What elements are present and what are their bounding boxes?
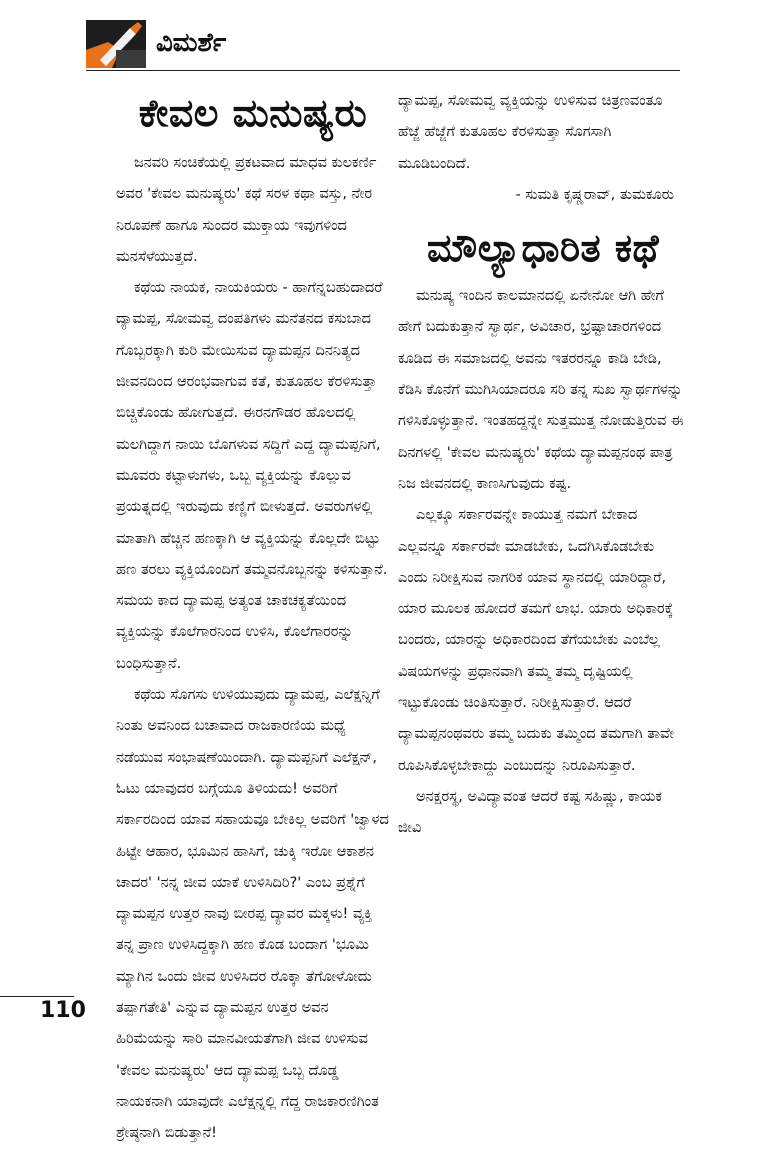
left-column [116,86,390,1150]
header-divider [86,70,680,71]
article-paragraph: ಕಥೆಯ ನಾಯಕ, ನಾಯಕಿಯರು - ಹಾಗೆನ್ನಬಹುದಾದರೆ ದ್ಯಾಮಪ್ಪ, ಸೋಮವ್ವ ದಂಪತಿಗಳು ಮನೆತನದ ಕಸುಬಾದ ಗೊಬ್ಬರಕ್ಕಾಗಿ ಕುರಿ ಮೇಯಿಸುವ ದ್ಯಾಮಪ್ಪನ ದಿನನಿತ್ಯದ ಜೀವನದಿಂದ ಆರಂಭವಾಗುವ ಕತೆ, ಕುತೂಹಲ ಕೆರಳಿಸುತ್ತಾ ಬಿಚ್ಚಿಕೊಂಡು ಹೋಗುತ್ತದೆ. ಈರನಗೌಡರ ಹೊಲದಲ್ಲಿ ಮಲಗಿದ್ದಾಗ ನಾಯಿ ಬೊಗಳುವ ಸದ್ದಿಗೆ ಎದ್ದ ದ್ಯಾಮಪ್ಪನಿಗೆ, ಮೂವರು ಕಟ್ಟಾಳುಗಳು, ಒಬ್ಬ ವ್ಯಕ್ತಿಯನ್ನು ಕೊಲ್ಲುವ ಪ್ರಯತ್ನದಲ್ಲಿ ಇರುವುದು ಕಣ್ಣಿಗೆ ಬೀಳುತ್ತದೆ. ಅವರುಗಳಲ್ಲಿ ಮಾತಾಗಿ ಹೆಚ್ಚಿನ ಹಣಕ್ಕಾಗಿ ಆ ವ್ಯಕ್ತಿಯನ್ನು ಕೊಲ್ಲದೇ ಬಿಟ್ಟು ಹಣ ತರಲು ವ್ಯಕ್ತಿಯೊಂದಿಗೆ ತಮ್ಮವನೊಬ್ಬನನ್ನು ಕಳಿಸುತ್ತಾನೆ. ಸಮಯ ಕಾದ ದ್ಯಾಮಪ್ಪ ಅತ್ಯಂತ ಚಾಕಚಕ್ಯತೆಯಿಂದ ವ್ಯಕ್ತಿಯನ್ನು ಕೊಲೆಗಾರನಿಂದ ಉಳಿಸಿ, ಕೊಲೆಗಾರರನ್ನು ಬಂಧಿಸುತ್ತಾನೆ. [116,280,388,672]
article-paragraph-continued: ದ್ಯಾಮಪ್ಪ, ಸೋಮವ್ವ ವ್ಯಕ್ತಿಯನ್ನು ಉಳಿಸುವ ಚಿತ್ರಣವಂತೂ ಹೆಜ್ಜೆ ಹೆಜ್ಜೆಗೆ ಕುತೂಹಲ ಕೆರಳಿಸುತ್ತಾ ಸೊಗಸಾಗಿ ಮೂಡಿಬಂದಿದೆ. [398,93,663,172]
right-column [398,86,688,845]
article-paragraph: ಮನುಷ್ಯ ಇಂದಿನ ಕಾಲಮಾನದಲ್ಲಿ ಏನೇನೋ ಆಗಿ ಹೇಗೆ ಹೇಗೆ ಬದುಕುತ್ತಾನೆ ಸ್ವಾರ್ಥ, ಅವಿಚಾರ, ಭ್ರಷ್ಟಾಚಾರಗಳಿಂದ ಕೂಡಿದ ಈ ಸಮಾಜದಲ್ಲಿ ಅವನು ಇತರರನ್ನೂ ಕಾಡಿ ಬೇಡಿ, ಕೆಡಿಸಿ ಕೊನೆಗೆ ಮುಗಿಸಿಯಾದರೂ ಸರಿ ತನ್ನ ಸುಖ ಸ್ವಾರ್ಥಗಳನ್ನು ಗಳಿಸಿಕೊಳ್ಳುತ್ತಾನೆ. ಇಂತಹದ್ದನ್ನೇ ಸುತ್ತಮುತ್ತ ನೋಡುತ್ತಿರುವ ಈ ದಿನಗಳಲ್ಲಿ 'ಕೇವಲ ಮನುಷ್ಯರು' ಕಥೆಯ ದ್ಯಾಮಪ್ಪನಂಥ ಪಾತ್ರ ನಿಜ ಜೀವನದಲ್ಲಿ ಕಾಣಸಿಗುವುದು ಕಷ್ಟ. [398,288,684,492]
byline: - ಸುಮತಿ ಕೃಷ್ಣರಾವ್, ತುಮಕೂರು [515,186,674,203]
article-title: ಕೇವಲ ಮನುಷ್ಯರು [138,91,368,135]
article-paragraph: ಕಥೆಯ ಸೊಗಸು ಉಳಿಯುವುದು ದ್ಯಾಮಪ್ಪ, ಎಲೆಕ್ಷನ್ನಿಗೆ ನಿಂತು ಅವನಿಂದ ಬಚಾವಾದ ರಾಜಕಾರಣಿಯ ಮಧ್ಯೆ ನಡೆಯುವ ಸಂಭಾಷಣೆಯಿಂದಾಗಿ. ದ್ಯಾಮಪ್ಪನಿಗೆ ಎಲೆಕ್ಷನ್, ಓಟು ಯಾವುದರ ಬಗ್ಗೆಯೂ ತಿಳಿಯದು! ಅವರಿಗೆ ಸರ್ಕಾರದಿಂದ ಯಾವ ಸಹಾಯವೂ ಬೇಕಿಲ್ಲ ಅವರಿಗೆ 'ಜ್ವಾಳದ ಹಿಟ್ಟೇ ಆಹಾರ, ಭೂಮಿನ ಹಾಸಿಗೆ, ಚುಕ್ಕಿ ಇರೋ ಆಕಾಶನ ಚಾದರ' 'ನನ್ನ ಜೀವ ಯಾಕೆ ಉಳಿಸಿದಿರಿ?' ಎಂಬ ಪ್ರಶ್ನೆಗೆ ದ್ಯಾಮಪ್ಪನ ಉತ್ತರ ನಾವು ಬೀರಪ್ಪ ದ್ಯಾವರ ಮಕ್ಕಳು! ವ್ಯಕ್ತಿ ತನ್ನ ಪ್ರಾಣ ಉಳಿಸಿದ್ದಕ್ಕಾಗಿ ಹಣ ಕೊಡ ಬಂದಾಗ 'ಭೂಮಿ ಮ್ಯಾಗಿನ ಒಂದು ಜೀವ ಉಳಿಸಿದರ ರೊಕ್ಕಾ ತೆಗೋಳೋದು ತಪ್ಪಾಗತೇತಿ' ಎನ್ನುವ ದ್ಯಾಮಪ್ಪನ ಉತ್ತರ ಅವನ ಹಿರಿಮೆಯನ್ನು ಸಾರಿ ಮಾನವೀಯತೆಗಾಗಿ ಜೀವ ಉಳಿಸುವ 'ಕೇವಲ ಮನುಷ್ಯರು' ಆದ ದ್ಯಾಮಪ್ಪ ಒಬ್ಬ ದೊಡ್ಡ ನಾಯಕನಾಗಿ ಯಾವುದೇ ಎಲೆಕ್ಷನ್ನಲ್ಲಿ ಗೆದ್ದ ರಾಜಕಾರಣಿಗಿಂತ ಶ್ರೇಷ್ಠನಾಗಿ ಬಿಡುತ್ತಾನೆ! [116,687,389,1142]
article-title: ಮೌಲ್ಯಾಧಾರಿತ ಕಥೆ [426,226,660,271]
article-paragraph: ಅನಕ್ಷರಸ್ಥ, ಅವಿದ್ಯಾವಂತ ಆದರೆ ಕಷ್ಟ ಸಹಿಷ್ಣು, ಕಾಯಕ ಜೀವಿ [398,788,662,837]
page-number: 110 [40,998,86,1023]
section-label: ವಿಮರ್ಶೆ [156,28,227,58]
article-paragraph: ಜನವರಿ ಸಂಚಿಕೆಯಲ್ಲಿ ಪ್ರಕಟವಾದ ಮಾಧವ ಕುಲಕರ್ಣಿ ಅವರ 'ಕೇವಲ ಮನುಷ್ಯರು' ಕಥೆ ಸರಳ ಕಥಾ ವಸ್ತು, ನೇರ ನಿರೂಪಣೆ ಹಾಗೂ ಸುಂದರ ಮುಕ್ತಾಯ ಇವುಗಳಿಂದ ಮನಸೆಳೆಯುತ್ತದೆ. [116,155,377,265]
article-paragraph: ಎಲ್ಲಕ್ಕೂ ಸರ್ಕಾರವನ್ನೇ ಕಾಯುತ್ತ ನಮಗೆ ಬೇಕಾದ ಎಲ್ಲವನ್ನೂ ಸರ್ಕಾರವೇ ಮಾಡಬೇಕು, ಒದಗಿಸಿಕೊಡಬೇಕು ಎಂದು ನಿರೀಕ್ಷಿಸುವ ನಾಗರಿಕ ಯಾವ ಸ್ಥಾನದಲ್ಲಿ ಯಾರಿದ್ದಾರೆ, ಯಾರ ಮೂಲಕ ಹೋದರೆ ತಮಗೆ ಲಾಭ. ಯಾರು ಅಧಿಕಾರಕ್ಕೆ ಬಂದರು, ಯಾರನ್ನು ಅಧಿಕಾರದಿಂದ ತೆಗೆಯಬೇಕು ಎಂಬೆಲ್ಲ ವಿಷಯಗಳನ್ನು ಪ್ರಧಾನವಾಗಿ ತಮ್ಮ ತಮ್ಮ ದೃಷ್ಟಿಯಲ್ಲಿ ಇಟ್ಟುಕೊಂಡು ಚಿಂತಿಸುತ್ತಾರೆ. ನಿರೀಕ್ಷಿಸುತ್ತಾರೆ. ಆದರೆ ದ್ಯಾಮಪ್ಪನಂಥವರು ತಮ್ಮ ಬದುಕು ತಮ್ಮಿಂದ ತಮಗಾಗಿ ತಾವೇ ರೂಪಿಸಿಕೊಳ್ಳಬೇಕಾದ್ದು ಎಂಬುದನ್ನು ನಿರೂಪಿಸುತ್ತಾರೆ. [398,507,675,774]
writing-hand-icon [86,20,146,68]
